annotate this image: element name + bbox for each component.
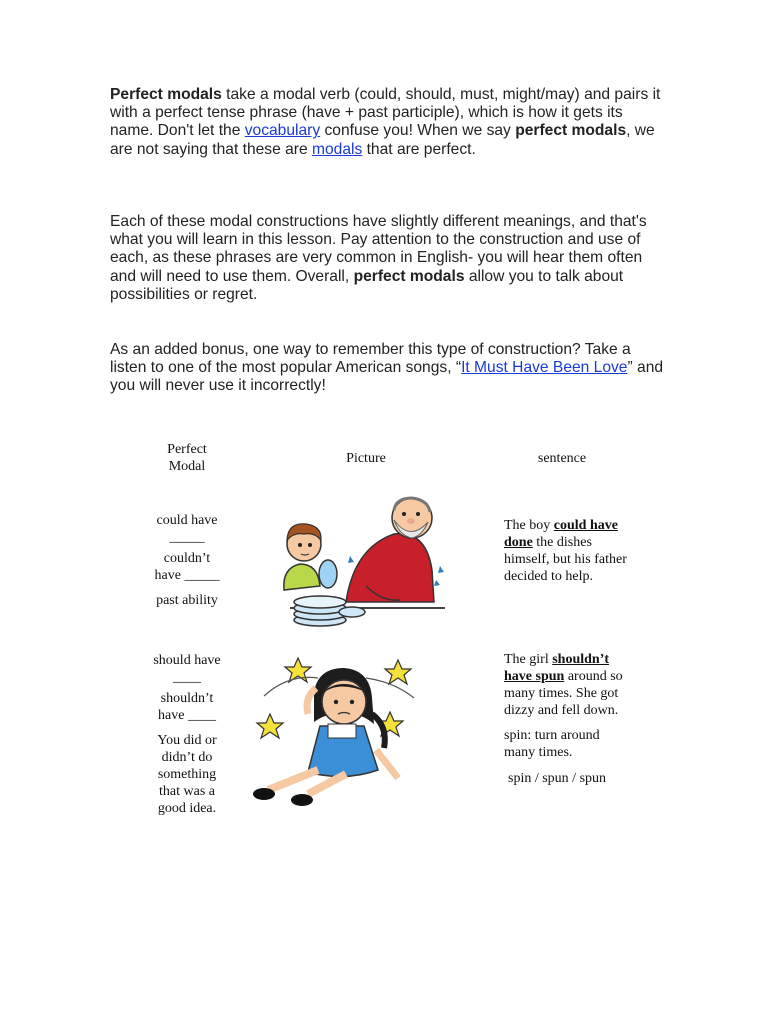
song-link[interactable]: It Must Have Been Love (461, 359, 628, 377)
modal-form: have _____ (154, 568, 220, 583)
sentence-text: the dishes himself, but his father decided to help. (504, 535, 627, 584)
example-modal-phrase: could have done (504, 518, 618, 550)
row2-sentence-cell (504, 651, 632, 787)
paragraph-text: Each of these modal constructions have slightly different meanings, and that's what you will learn in this lesson. Pay attention to the construction and use of each, as these phrases are very common in English- you will hear them often and will need to use them. Overall, (110, 213, 647, 285)
modal-form: have ____ (158, 708, 216, 723)
paragraph-text: , we are not saying that these are (110, 122, 655, 158)
intro-paragraph-2 (110, 213, 666, 304)
header-text: Perfect (167, 442, 207, 457)
paragraph-text: confuse you! When we say (320, 122, 516, 140)
row1-sentence-cell (504, 517, 632, 585)
modal-meaning: past ability (156, 593, 218, 608)
intro-paragraph-1 (110, 86, 666, 159)
girl-figure (253, 668, 398, 806)
father-figure (346, 498, 434, 602)
blank-line: ____ (173, 670, 201, 685)
modal-meaning: You did or didn’t do something that was a good idea. (157, 733, 217, 816)
example-modal-phrase: shouldn’t have spun (504, 652, 610, 684)
sentence-text: around so many times. She got dizzy and fell down. (504, 669, 623, 718)
modal-form: couldn’t (163, 551, 211, 566)
paragraph-text: As an added bonus, one way to remember this type of construction? Take a listen to one of the most popular American songs, “ (110, 341, 631, 377)
vocabulary-link[interactable]: vocabulary (244, 122, 321, 140)
intro-paragraph-3 (110, 341, 666, 396)
blank-line: _____ (169, 530, 205, 545)
bold-term: Perfect modals (110, 86, 222, 103)
bold-term: perfect modals (515, 122, 627, 140)
dizzy-girl-picture (248, 654, 434, 810)
bold-term: perfect modals (353, 267, 465, 285)
header-picture: Picture (346, 451, 386, 466)
header-sentence: sentence (537, 451, 587, 466)
row2-modal-cell (140, 652, 234, 817)
sentence-text: The girl (504, 652, 553, 667)
sentence-text: The boy (504, 518, 554, 533)
vocabulary-note: spin: turn around many times. (504, 728, 600, 760)
modal-form: should have (153, 653, 221, 668)
verb-forms-note: spin / spun / spun (508, 771, 607, 786)
header-perfect-modal (140, 441, 234, 475)
paragraph-text: that are perfect. (362, 140, 476, 158)
header-text: Modal (168, 459, 206, 474)
paragraph-text: allow you to talk about possibilities or regret. (110, 267, 624, 303)
paragraph-text: take a modal verb (could, should, must, might/may) and pairs it with a perfect tense phrase (have + past participle), which is how it gets its name. Don't let the (110, 86, 661, 140)
modals-link[interactable]: modals (311, 140, 363, 158)
row1-modal-cell (140, 512, 234, 609)
modal-form: could have (156, 513, 218, 528)
boy-washing-dishes-picture (270, 490, 456, 630)
modal-form: shouldn’t (160, 691, 214, 706)
paragraph-text: ” and you will never use it incorrectly! (110, 359, 664, 395)
boy-figure (284, 524, 337, 590)
